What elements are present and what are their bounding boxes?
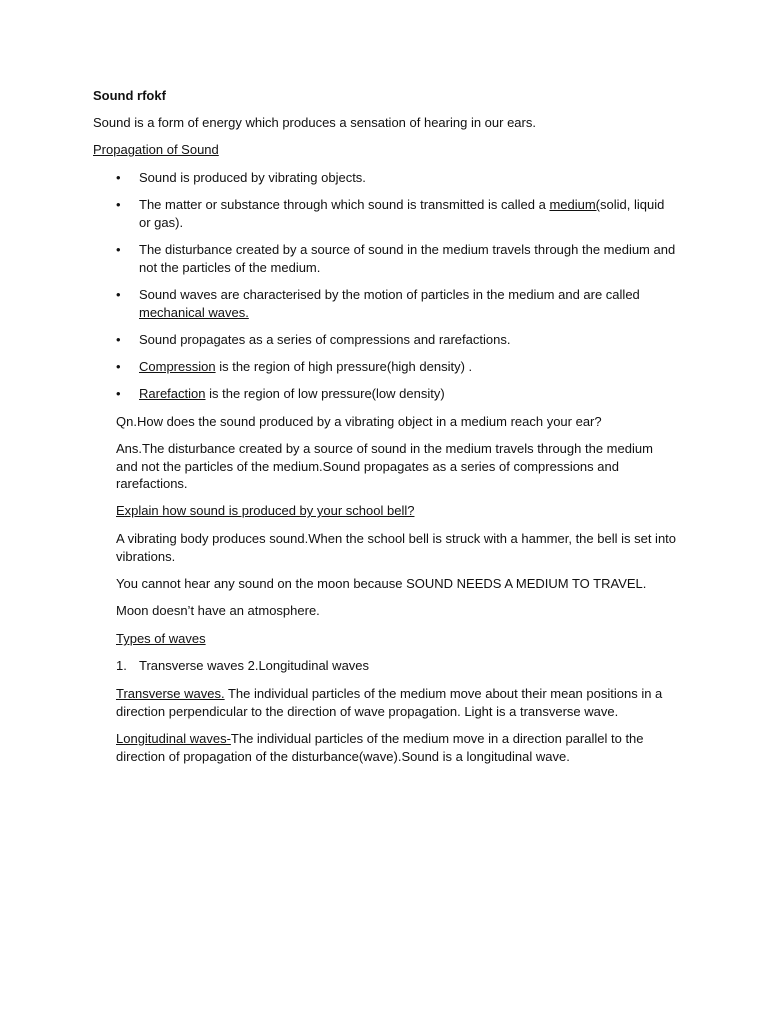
bullet-icon: • <box>116 359 121 374</box>
moon-atmosphere-text: Moon doesn’t have an atmosphere. <box>116 603 320 618</box>
bullet-text <box>139 358 676 376</box>
bullet-item <box>116 286 676 321</box>
bullet-text <box>139 196 676 231</box>
question-text: Qn.How does the sound produced by a vibrating object in a medium reach your ear? <box>116 414 602 429</box>
transverse-term: Transverse waves. <box>116 686 225 701</box>
bullet-item <box>116 196 676 231</box>
list-text: Transverse waves 2.Longitudinal waves <box>139 658 370 673</box>
longitudinal-paragraph <box>116 730 676 765</box>
bullet-text: Sound propagates as a series of compressions and rarefactions. <box>139 332 511 347</box>
underlined-term: Rarefaction <box>139 386 206 401</box>
bullet-text-part: The matter or substance through which sound is transmitted is called a <box>139 197 550 212</box>
bullet-icon: • <box>116 242 121 257</box>
bullet-item <box>116 241 676 276</box>
moon-text: You cannot hear any sound on the moon because SOUND NEEDS A MEDIUM TO TRAVEL. <box>116 576 647 591</box>
heading-types-of-waves: Types of waves <box>116 631 206 646</box>
list-number: 1. <box>116 658 127 673</box>
bullet-icon: • <box>116 332 121 347</box>
transverse-text: The individual particles of the medium move about their mean positions in a direction perpendicular to the direction of wave propagation. Light is a transverse wave. <box>116 686 663 719</box>
bullet-text: Sound is produced by vibrating objects. <box>139 170 366 185</box>
bullet-text: The disturbance created by a source of sound in the medium travels through the medium and not the particles of the medium. <box>139 242 676 275</box>
bullet-item <box>116 331 676 349</box>
longitudinal-term: Longitudinal waves- <box>116 731 231 746</box>
underlined-term: mechanical waves. <box>139 304 249 320</box>
longitudinal-text: The individual particles of the medium move in a direction parallel to the direction of propagation of the disturbance(wave).Sound is a longitudinal wave. <box>116 731 644 764</box>
bullet-text-part: is the region of high pressure(high density) . <box>215 359 473 374</box>
bullet-text <box>139 286 676 321</box>
numbered-list-item <box>116 657 369 675</box>
intro-text: Sound is a form of energy which produces a sensation of hearing in our ears. <box>93 115 536 130</box>
heading-propagation: Propagation of Sound <box>93 142 219 157</box>
bullet-item <box>116 385 676 403</box>
bullet-text-part: is the region of low pressure(low density) <box>205 386 445 401</box>
doc-title: Sound rfokf <box>93 88 166 103</box>
answer-text: Ans.The disturbance created by a source of sound in the medium travels through the medium and not the particles of the medium.Sound propagates as a series of compressions and rarefactions. <box>116 441 653 491</box>
transverse-paragraph <box>116 685 676 720</box>
underlined-term: Compression <box>139 359 216 374</box>
bullet-icon: • <box>116 287 121 302</box>
bullet-icon: • <box>116 197 121 212</box>
bullet-item <box>116 358 676 376</box>
bullet-text <box>139 385 676 403</box>
bell-text: A vibrating body produces sound.When the school bell is struck with a hammer, the bell is set into vibrations. <box>116 531 677 564</box>
bullet-item <box>116 169 676 187</box>
bullet-icon: • <box>116 386 121 401</box>
heading-school-bell: Explain how sound is produced by your school bell? <box>116 503 415 518</box>
bullet-text-part: solid, liquid or gas). <box>139 197 665 230</box>
bullet-icon: • <box>116 170 121 185</box>
underlined-term: medium( <box>549 197 601 212</box>
bullet-text-part: Sound waves are characterised by the motion of particles in the medium and are called <box>139 287 640 302</box>
